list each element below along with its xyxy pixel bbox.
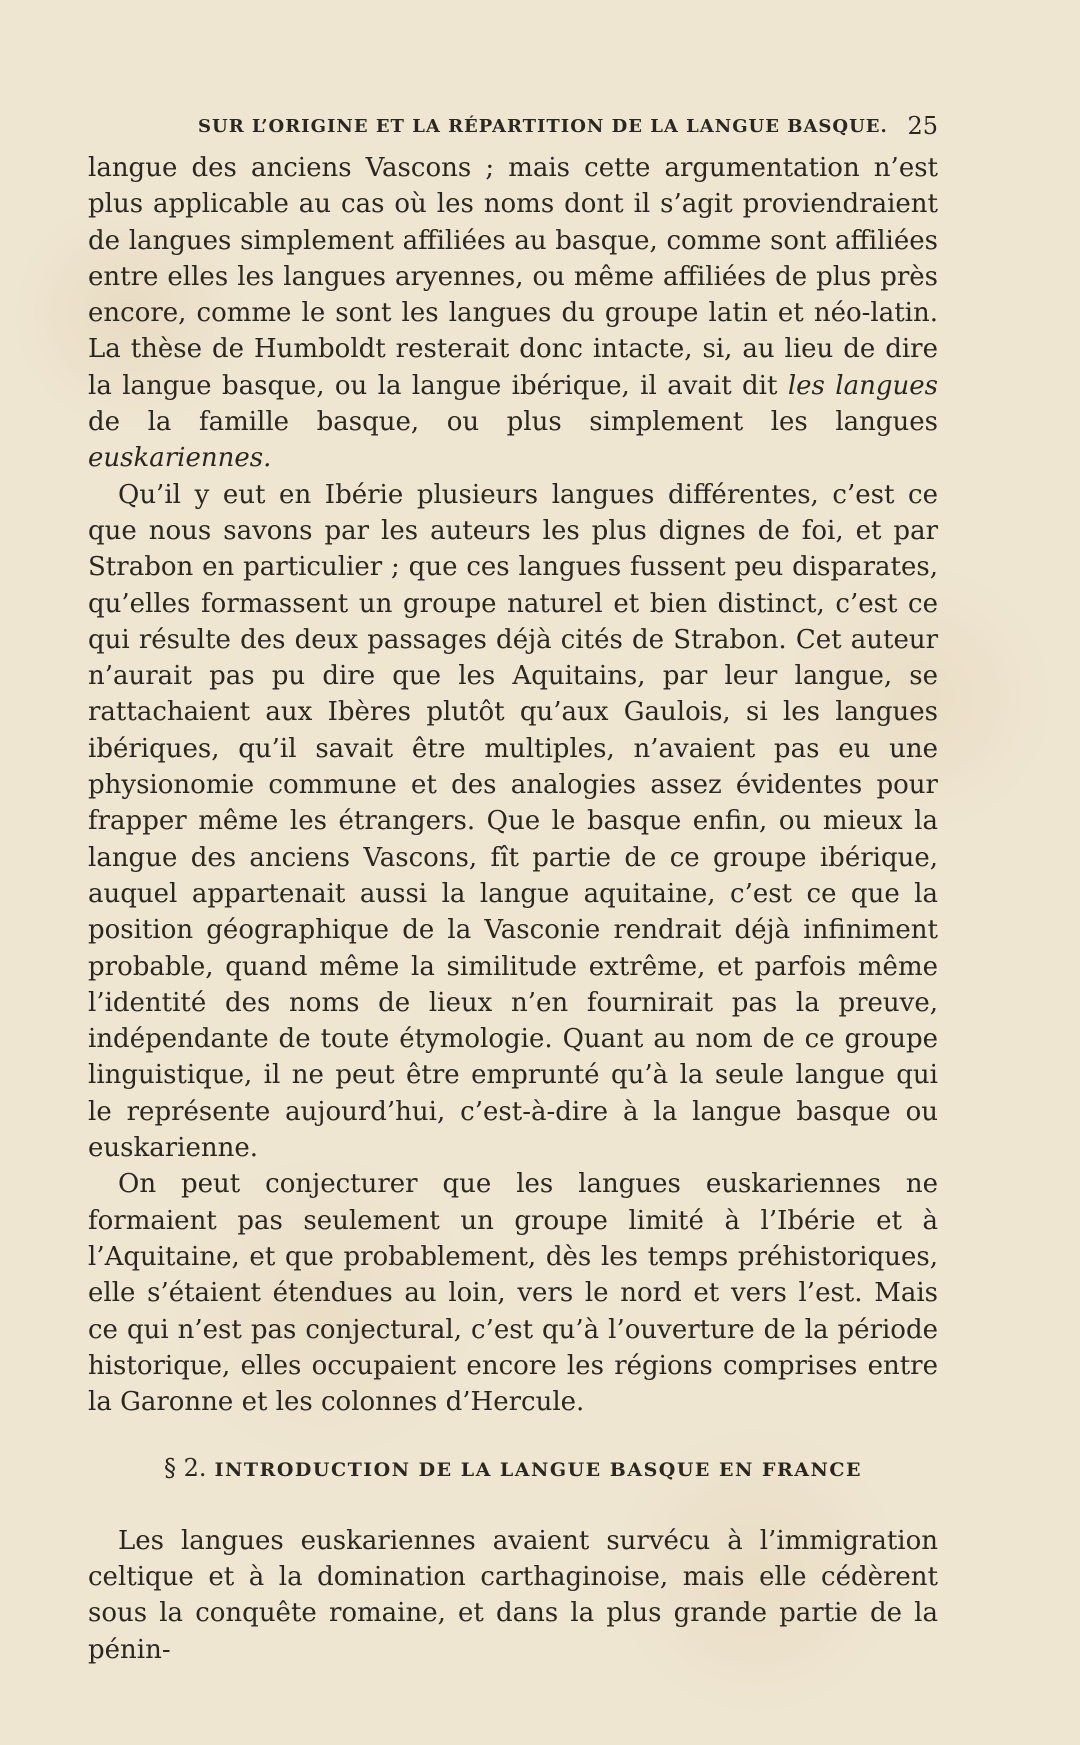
paragraph-1-text: langue des anciens Vascons ; mais cette argumentation n’est plus applicable au cas où les noms dont il s’agit proviendraient de langues simplement affiliées au basque, comme sont affiliées entre elles les langues aryennes, ou même affiliées de plus près encore, comme le sont les langues du groupe latin et néo-latin. La thèse de Humboldt resterait donc intacte, si, au lieu de dire la langue basque, ou la langue ibérique, il avait dit	[88, 153, 938, 401]
section-number: § 2.	[164, 1454, 207, 1483]
paragraph-3	[88, 1166, 938, 1420]
paragraph-2	[88, 477, 938, 1167]
italic-euskariennes: euskariennes.	[88, 443, 272, 474]
paragraph-4-text: Les langues euskariennes avaient survécu à l’immigration celtique et à la domination carthaginoise, mais elle cédèrent sous la conquête romaine, et dans la plus grande partie de la pénin-	[88, 1525, 938, 1665]
page-number: 25	[907, 112, 938, 140]
italic-les-langues: les langues	[787, 370, 938, 401]
paragraph-1-text-2: de la famille basque, ou plus simplement les langues	[88, 407, 938, 438]
running-head	[88, 112, 938, 146]
body-text	[88, 150, 938, 1668]
section-heading	[88, 1450, 938, 1488]
running-title: SUR L’ORIGINE ET LA RÉPARTITION DE LA LANGUE BASQUE.	[198, 116, 888, 137]
paragraph-1	[88, 150, 938, 477]
paragraph-4	[88, 1523, 938, 1668]
section-title: INTRODUCTION DE LA LANGUE BASQUE EN FRANCE	[214, 1459, 862, 1482]
paragraph-2-text: Qu’il y eut en Ibérie plusieurs langues différentes, c’est ce que nous savons par les auteurs les plus dignes de foi, et par Strabon en particulier ; que ces langues fussent peu disparates, qu’elles formassent un groupe naturel et bien distinct, c’est ce qui résulte des deux passages déjà cités de Strabon. Cet auteur n’aurait pas pu dire que les Aquitains, par leur langue, se rattachaient aux Ibères plutôt qu’aux Gaulois, si les langues ibériques, qu’il savait être multiples, n’avaient pas eu une physionomie commune et des analogies assez évidentes pour frapper même les étrangers. Que le basque enfin, ou mieux la langue des anciens Vascons, fît partie de ce groupe ibérique, auquel appartenait aussi la langue aquitaine, c’est ce que la position géographique de la Vasconie rendrait déjà infiniment probable, quand même la similitude extrême, et parfois même l’identité des noms de lieux n’en fournirait pas la preuve, indépendante de toute étymologie. Quant au nom de ce groupe linguistique, il ne peut être emprunté qu’à la seule langue qui le représente aujourd’hui, c’est-à-dire à la langue basque ou euskarienne.	[88, 479, 938, 1164]
paragraph-3-text: On peut conjecturer que les langues euskariennes ne formaient pas seulement un groupe limité à l’Ibérie et à l’Aquitaine, et que probablement, dès les temps préhistoriques, elle s’étaient étendues au loin, vers le nord et vers l’est. Mais ce qui n’est pas conjectural, c’est qu’à l’ouverture de la période historique, elles occupaient encore les régions comprises entre la Garonne et les colonnes d’Hercule.	[88, 1169, 938, 1418]
